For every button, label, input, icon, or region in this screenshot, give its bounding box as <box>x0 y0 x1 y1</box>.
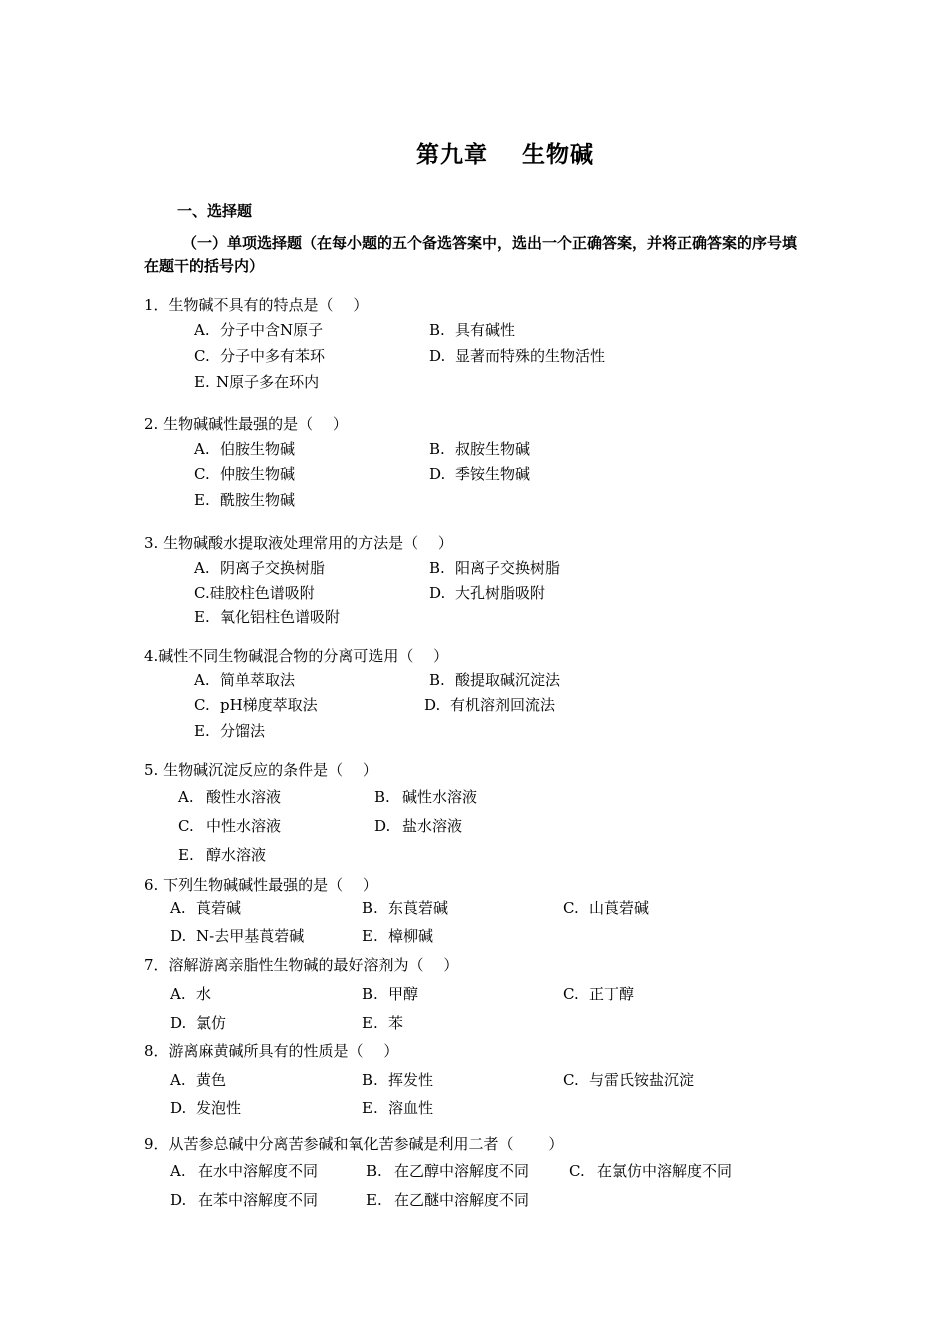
question-3-option-e: E. 氧化铝柱色谱吸附 <box>194 608 341 626</box>
question-2-option-d: D. 季铵生物碱 <box>429 465 531 483</box>
question-5-option-e: E. 醇水溶液 <box>178 846 267 864</box>
question-1-stem: 1．生物碱不具有的特点是（ ） <box>144 296 369 314</box>
question-5-stem: 5. 生物碱沉淀反应的条件是（ ） <box>144 761 378 779</box>
question-6-option-c: C. 山莨菪碱 <box>563 899 650 917</box>
question-8-option-a: A. 黄色 <box>170 1071 227 1089</box>
question-4-option-a: A. 简单萃取法 <box>194 671 296 689</box>
question-8-stem: 8．游离麻黄碱所具有的性质是（ ） <box>144 1042 399 1060</box>
chapter-title <box>0 136 950 169</box>
question-8-option-e: E. 溶血性 <box>362 1099 434 1117</box>
subsection-heading: （一）单项选择题（在每小题的五个备选答案中，选出一个正确答案，并将正确答案的序号填在题干的括号内） <box>144 234 798 275</box>
question-9-option-e: E. 在乙醚中溶解度不同 <box>366 1191 530 1209</box>
question-6-option-b: B. 东莨菪碱 <box>362 899 449 917</box>
question-3-stem: 3. 生物碱酸水提取液处理常用的方法是（ ） <box>144 534 453 552</box>
question-8-option-c: C. 与雷氏铵盐沉淀 <box>563 1071 695 1089</box>
question-2-stem: 2. 生物碱碱性最强的是（ ） <box>144 415 348 433</box>
question-4-option-c: C. pH梯度萃取法 <box>194 696 318 714</box>
chapter-name: 生物碱 <box>522 142 594 168</box>
question-8-option-d: D. 发泡性 <box>170 1099 242 1117</box>
question-7-option-d: D. 氯仿 <box>170 1014 227 1032</box>
question-9-option-d: D. 在苯中溶解度不同 <box>170 1191 319 1209</box>
question-9-option-c: C. 在氯仿中溶解度不同 <box>569 1162 733 1180</box>
question-7-stem: 7．溶解游离亲脂性生物碱的最好溶剂为（ ） <box>144 956 459 974</box>
question-2-option-a: A. 伯胺生物碱 <box>194 440 296 458</box>
question-3-option-b: B. 阳离子交换树脂 <box>429 559 561 577</box>
question-6-option-a: A. 莨菪碱 <box>170 899 242 917</box>
question-6-option-e: E. 樟柳碱 <box>362 927 434 945</box>
question-5-option-a: A. 酸性水溶液 <box>178 788 282 806</box>
question-3-option-a: A. 阴离子交换树脂 <box>194 559 326 577</box>
question-5-option-b: B. 碱性水溶液 <box>374 788 478 806</box>
section-heading: 一、选择题 <box>177 202 253 220</box>
question-2-option-c: C. 仲胺生物碱 <box>194 465 296 483</box>
question-1-option-d: D. 显著而特殊的生物活性 <box>429 347 606 365</box>
question-4-option-d: D. 有机溶剂回流法 <box>424 696 556 714</box>
question-9-stem: 9．从苦参总碱中分离苦参碱和氧化苦参碱是利用二者（ ） <box>144 1135 564 1153</box>
question-1-option-a: A. 分子中含N原子 <box>194 321 324 339</box>
question-7-option-c: C. 正丁醇 <box>563 985 635 1003</box>
question-9-option-a: A. 在水中溶解度不同 <box>170 1162 319 1180</box>
question-3-option-c: C.硅胶柱色谱吸附 <box>194 584 315 602</box>
question-9-option-b: B. 在乙醇中溶解度不同 <box>366 1162 530 1180</box>
question-4-option-e: E. 分馏法 <box>194 722 266 740</box>
question-6-option-d: D. N-去甲基莨菪碱 <box>170 927 305 945</box>
question-8-option-b: B. 挥发性 <box>362 1071 434 1089</box>
question-1-option-e: E. N原子多在环内 <box>194 373 320 391</box>
question-7-option-e: E. 苯 <box>362 1014 404 1032</box>
question-7-option-a: A. 水 <box>170 985 212 1003</box>
question-6-stem: 6. 下列生物碱碱性最强的是（ ） <box>144 876 378 894</box>
question-4-stem: 4.碱性不同生物碱混合物的分离可选用（ ） <box>144 647 449 665</box>
question-1-option-c: C. 分子中多有苯环 <box>194 347 326 365</box>
question-7-option-b: B. 甲醇 <box>362 985 419 1003</box>
question-5-option-c: C. 中性水溶液 <box>178 817 282 835</box>
question-2-option-b: B. 叔胺生物碱 <box>429 440 531 458</box>
question-5-option-d: D. 盐水溶液 <box>374 817 463 835</box>
question-1-option-b: B. 具有碱性 <box>429 321 516 339</box>
question-4-option-b: B. 酸提取碱沉淀法 <box>429 671 561 689</box>
chapter-number: 第九章 <box>416 142 488 168</box>
question-2-option-e: E. 酰胺生物碱 <box>194 491 296 509</box>
question-3-option-d: D. 大孔树脂吸附 <box>429 584 546 602</box>
